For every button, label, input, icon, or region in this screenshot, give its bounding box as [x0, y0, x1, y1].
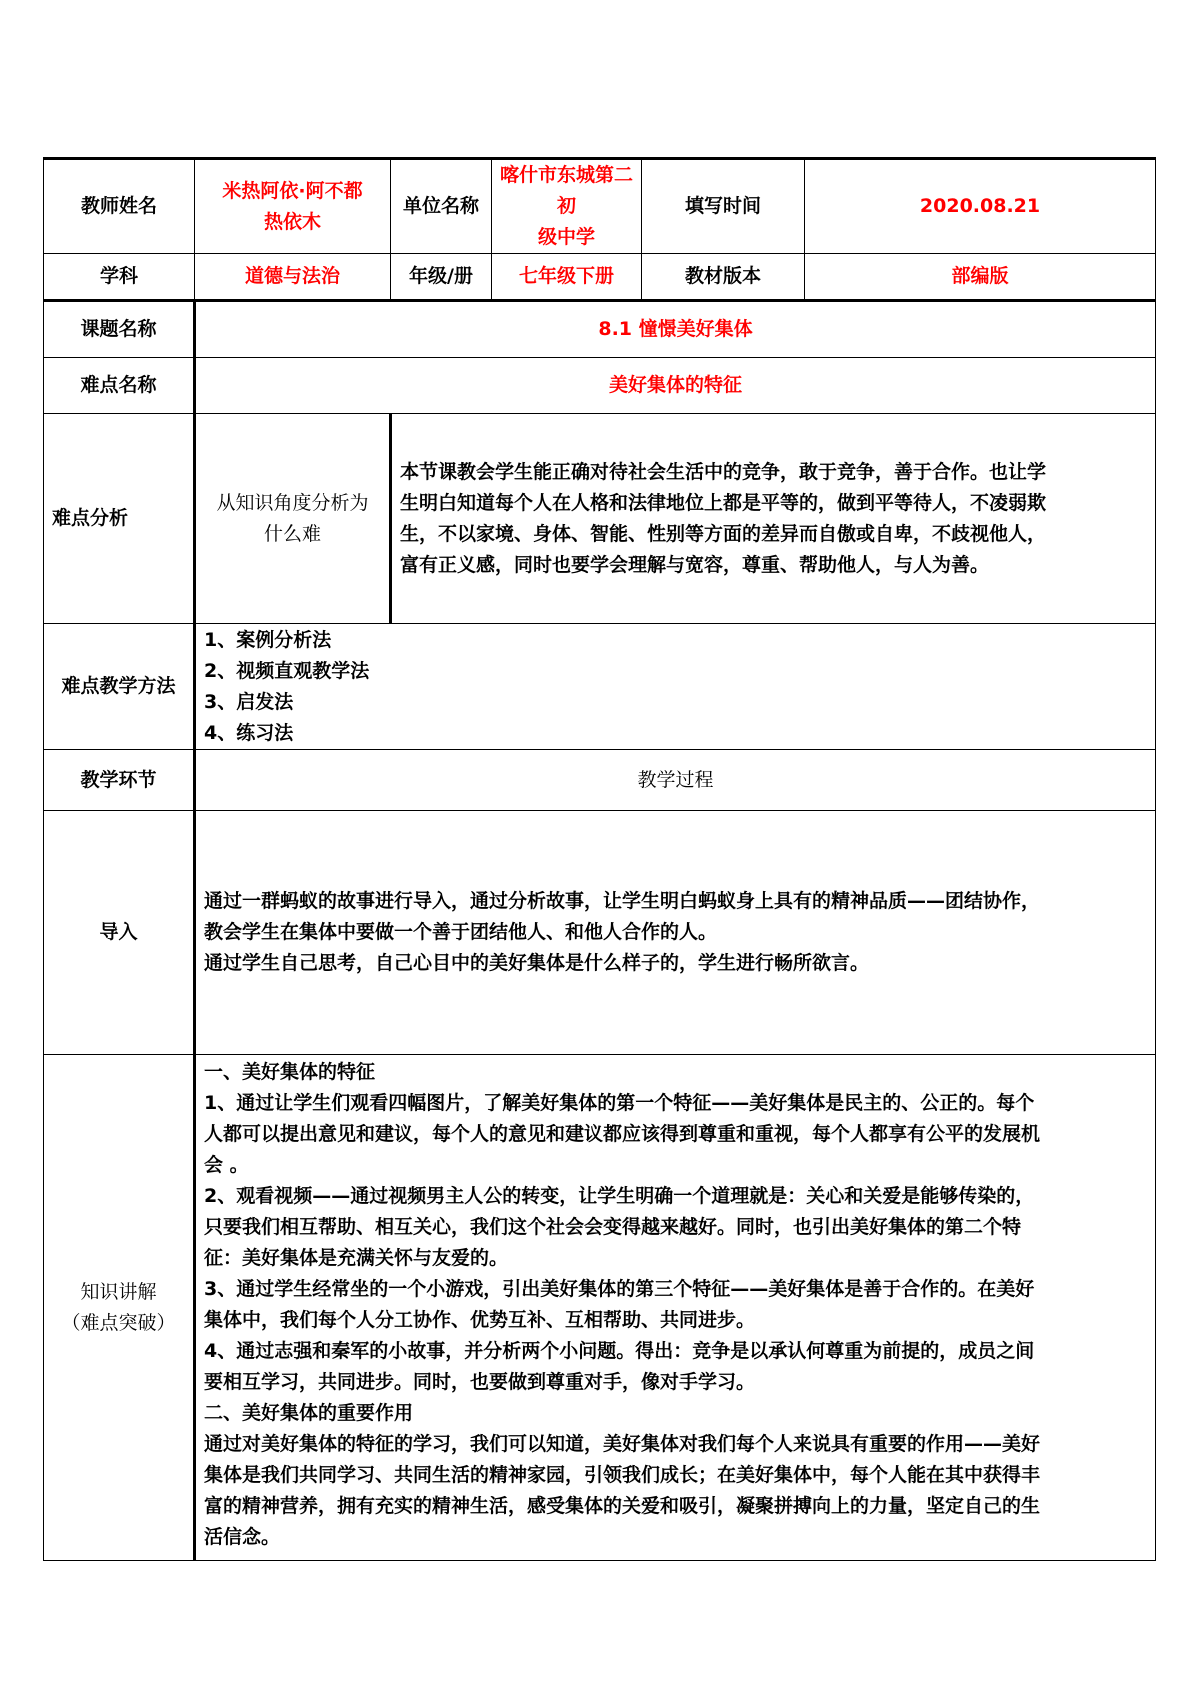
- unit-label: 单位名称: [391, 159, 492, 254]
- knowledge-line: 一、美好集体的特征: [204, 1061, 376, 1083]
- header-row-2: [44, 254, 1156, 301]
- knowledge-line: 2、观看视频——通过视频男主人公的转变，让学生明确一个道理就是：关心和关爱是能够传染的，: [204, 1185, 1035, 1207]
- teacher-name-line1: 米热阿依·阿不都: [222, 179, 363, 202]
- methods-row: [44, 624, 1156, 750]
- unit-name: [492, 159, 642, 254]
- knowledge-row: [44, 1055, 1156, 1561]
- method-item: 1、案例分析法: [204, 628, 332, 651]
- topic-label: 课题名称: [44, 301, 195, 358]
- knowledge-line: 征：美好集体是充满关怀与友爱的。: [204, 1247, 509, 1269]
- teacher-label: 教师姓名: [44, 159, 195, 254]
- analysis-label: 难点分析: [44, 414, 195, 624]
- analysis-sub-label-line2: 什么难: [263, 522, 321, 545]
- analysis-row: [44, 414, 1156, 624]
- knowledge-line: 二、美好集体的重要作用: [204, 1402, 414, 1424]
- subject-label: 学科: [44, 254, 195, 301]
- teacher-name-line2: 热依木: [263, 210, 321, 233]
- lesson-plan-table: [43, 157, 1156, 1561]
- knowledge-line: 人都可以提出意见和建议，每个人的意见和建议都应该得到尊重和重视，每个人都享有公平的发展机: [204, 1123, 1041, 1145]
- process-row: [44, 750, 1156, 811]
- intro-line: 教会学生在集体中要做一个善于团结他人、和他人合作的人。: [204, 921, 718, 943]
- method-item: 2、视频直观教学法: [204, 659, 370, 682]
- intro-label: 导入: [44, 811, 195, 1055]
- difficulty-label: 难点名称: [44, 358, 195, 414]
- analysis-line: 生明白知道每个人在人格和法律地位上都是平等的，做到平等待人，不凌弱欺: [400, 491, 1047, 514]
- topic-row: [44, 301, 1156, 358]
- analysis-line: 生，不以家境、身体、智能、性别等方面的差异而自傲或自卑，不歧视他人，: [400, 522, 1047, 545]
- method-item: 4、练习法: [204, 721, 294, 744]
- edition-label: 教材版本: [642, 254, 805, 301]
- methods-list: [195, 624, 1156, 750]
- knowledge-line: 4、通过志强和秦军的小故事，并分析两个小问题。得出：竞争是以承认何尊重为前提的，成员之间: [204, 1340, 1035, 1362]
- knowledge-line: 3、通过学生经常坐的一个小游戏，引出美好集体的第三个特征——美好集体是善于合作的。在美好: [204, 1278, 1035, 1300]
- date-label: 填写时间: [642, 159, 805, 254]
- grade-value: 七年级下册: [492, 254, 642, 301]
- knowledge-label-line1: 知识讲解: [80, 1280, 157, 1303]
- knowledge-label-line2: （难点突破）: [61, 1311, 176, 1334]
- knowledge-line: 集体中，我们每个人分工协作、优势互补、互相帮助、共同进步。: [204, 1309, 756, 1331]
- knowledge-text: [195, 1055, 1156, 1561]
- edition-value: 部编版: [805, 254, 1156, 301]
- knowledge-line: 集体是我们共同学习、共同生活的精神家园，引领我们成长；在美好集体中，每个人能在其中获得丰: [204, 1464, 1041, 1486]
- analysis-line: 本节课教会学生能正确对待社会生活中的竞争，敢于竞争，善于合作。也让学: [400, 460, 1047, 483]
- knowledge-line: 只要我们相互帮助、相互关心，我们这个社会会变得越来越好。同时，也引出美好集体的第二个特: [204, 1216, 1022, 1238]
- analysis-sub-label-line1: 从知识角度分析为: [216, 491, 369, 514]
- analysis-text: [391, 414, 1156, 624]
- analysis-line: 富有正义感，同时也要学会理解与宽容，尊重、帮助他人，与人为善。: [400, 553, 990, 576]
- knowledge-line: 会 。: [204, 1154, 249, 1176]
- intro-row: [44, 811, 1156, 1055]
- knowledge-label: [44, 1055, 195, 1561]
- subject-value: 道德与法治: [195, 254, 391, 301]
- teacher-name: [195, 159, 391, 254]
- methods-label: 难点教学方法: [44, 624, 195, 750]
- difficulty-value: 美好集体的特征: [195, 358, 1156, 414]
- knowledge-line: 要相互学习，共同进步。同时，也要做到尊重对手，像对手学习。: [204, 1371, 756, 1393]
- grade-label: 年级/册: [391, 254, 492, 301]
- date-value: 2020.08.21: [805, 159, 1156, 254]
- knowledge-line: 通过对美好集体的特征的学习，我们可以知道，美好集体对我们每个人来说具有重要的作用——美好: [204, 1433, 1041, 1455]
- analysis-sub-label: [195, 414, 391, 624]
- topic-value: 8.1 憧憬美好集体: [195, 301, 1156, 358]
- knowledge-line: 活信念。: [204, 1526, 281, 1548]
- intro-line: 通过一群蚂蚁的故事进行导入，通过分析故事，让学生明白蚂蚁身上具有的精神品质——团结协作，: [204, 890, 1041, 912]
- knowledge-line: 富的精神营养，拥有充实的精神生活，感受集体的关爱和吸引，凝聚拼搏向上的力量，坚定自己的生: [204, 1495, 1041, 1517]
- unit-name-line2: 级中学: [538, 226, 596, 248]
- knowledge-line: 1、通过让学生们观看四幅图片，了解美好集体的第一个特征——美好集体是民主的、公正的。每个: [204, 1092, 1035, 1114]
- difficulty-row: [44, 358, 1156, 414]
- intro-text: [195, 811, 1156, 1055]
- intro-line: 通过学生自己思考，自己心目中的美好集体是什么样子的，学生进行畅所欲言。: [204, 952, 870, 974]
- method-item: 3、启发法: [204, 690, 294, 713]
- process-value: 教学过程: [195, 750, 1156, 811]
- header-row-1: [44, 159, 1156, 254]
- process-label: 教学环节: [44, 750, 195, 811]
- unit-name-line1: 喀什市东城第二初: [500, 164, 634, 217]
